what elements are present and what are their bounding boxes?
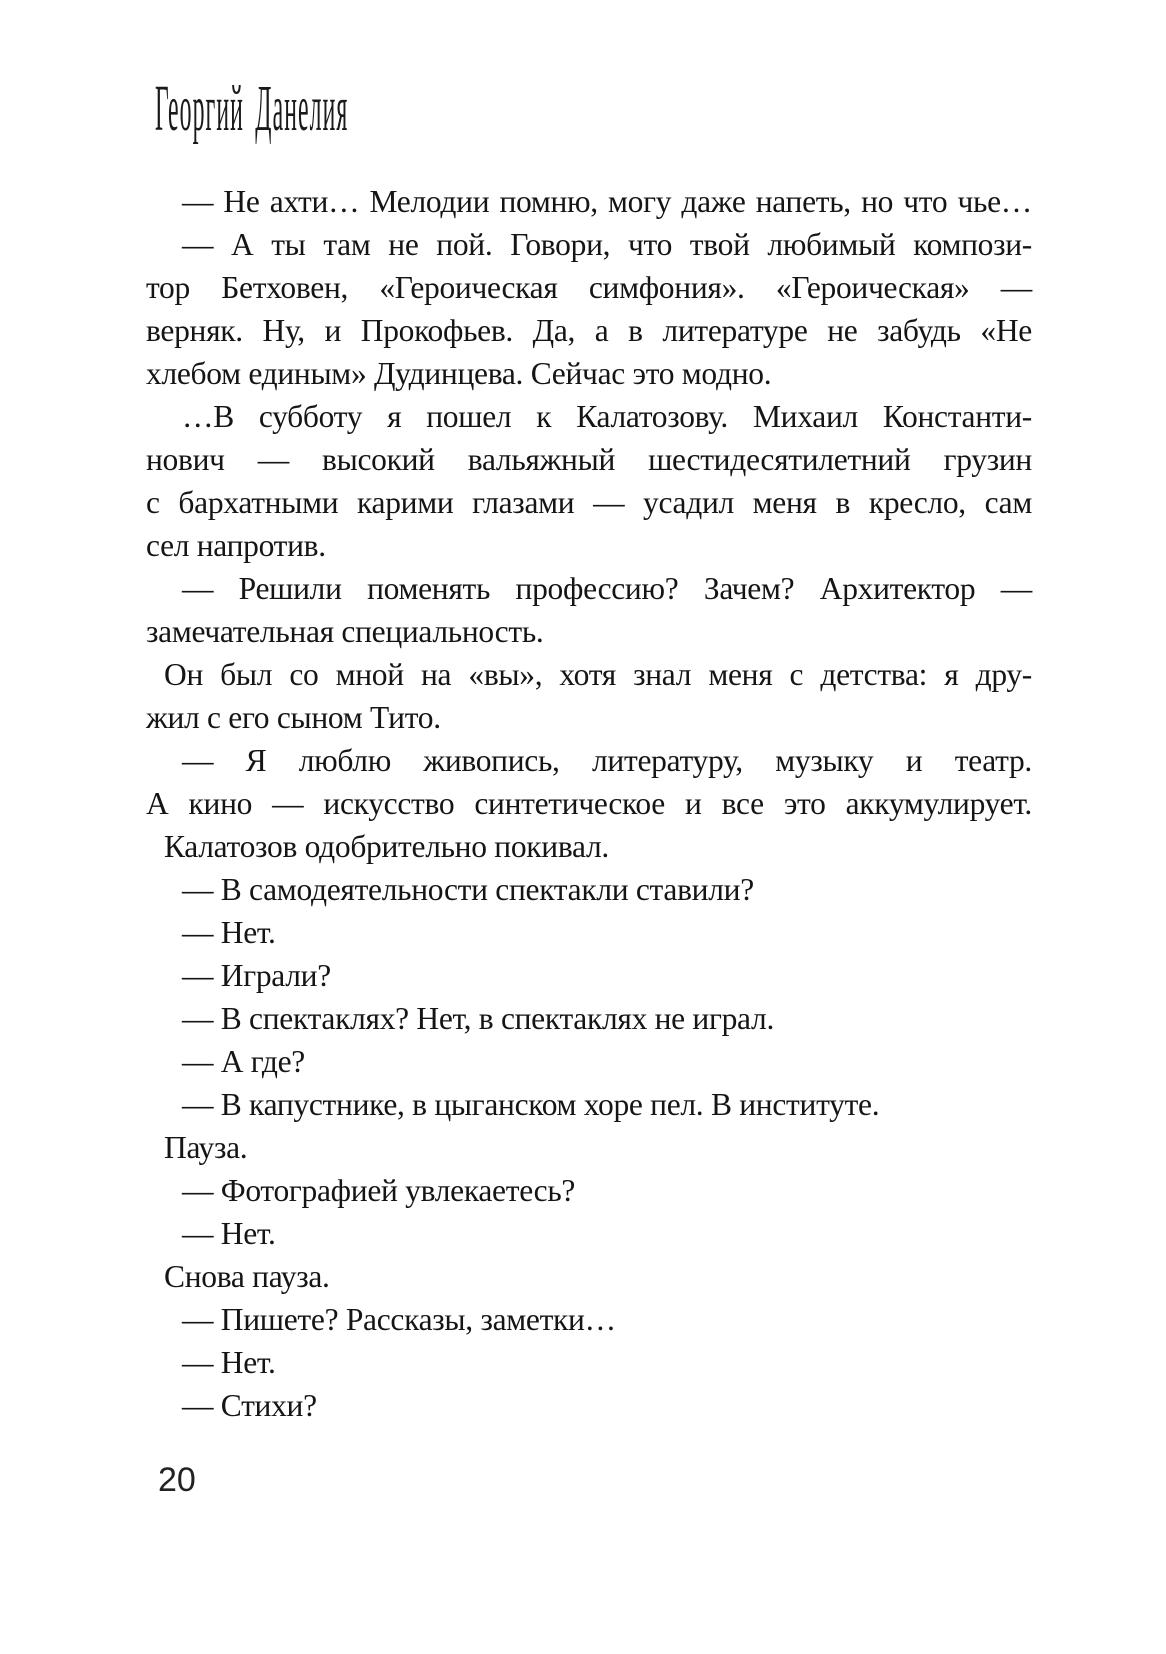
text-line: — Нет. bbox=[182, 1216, 276, 1251]
text-line: замечательная специальность. bbox=[146, 614, 544, 649]
text-line: — В спектаклях? Нет, в спектаклях не играл. bbox=[182, 1001, 775, 1036]
body-text bbox=[146, 180, 1032, 1427]
text-line: тор Бетховен, «Героическая симфония». «Героическая» — bbox=[146, 270, 1032, 305]
text-line: нович — высокий вальяжный шестидесятилетний грузин bbox=[146, 442, 1032, 477]
text-line: Он был со мной на «вы», хотя знал меня с детства: я дру- bbox=[164, 657, 1032, 692]
text-line: хлебом единым» Дудинцева. Сейчас это модно. bbox=[146, 356, 772, 391]
text-line: — В самодеятельности спектакли ставили? bbox=[182, 872, 754, 907]
text-line: Снова пауза. bbox=[164, 1259, 330, 1294]
text-line: — А где? bbox=[182, 1044, 305, 1079]
text-line: — Нет. bbox=[182, 915, 276, 950]
text-line: сел напротив. bbox=[146, 528, 326, 563]
text-line: — Пишете? Рассказы, заметки… bbox=[182, 1302, 616, 1337]
running-header: Георгий Данелия bbox=[155, 72, 349, 145]
text-line: — Стихи? bbox=[182, 1388, 317, 1423]
text-line: А кино — искусство синтетическое и все это аккумулирует. bbox=[146, 786, 1032, 821]
text-line: …В субботу я пошел к Калатозову. Михаил Константи- bbox=[182, 399, 1032, 434]
text-line: жил с его сыном Тито. bbox=[146, 700, 441, 735]
text-line: — Я люблю живопись, литературу, музыку и театр. bbox=[182, 743, 1032, 778]
text-line: с бархатными карими глазами — усадил меня в кресло, сам bbox=[146, 485, 1032, 520]
page-number: 20 bbox=[158, 1461, 196, 1499]
text-line: Калатозов одобрительно покивал. bbox=[164, 829, 609, 864]
text-line: Пауза. bbox=[164, 1130, 248, 1165]
text-line: — Не ахти… Мелодии помню, могу даже напеть, но что чье… bbox=[182, 184, 1032, 219]
text-line: — В капустнике, в цыганском хоре пел. В институте. bbox=[182, 1087, 880, 1122]
text-line: верняк. Ну, и Прокофьев. Да, а в литературе не забудь «Не bbox=[146, 313, 1032, 348]
text-line: — Решили поменять профессию? Зачем? Архитектор — bbox=[182, 571, 1032, 606]
text-line: — А ты там не пой. Говори, что твой любимый компози- bbox=[182, 227, 1032, 262]
text-line: — Играли? bbox=[182, 958, 331, 993]
text-line: — Нет. bbox=[182, 1345, 276, 1380]
text-line: — Фотографией увлекаетесь? bbox=[182, 1173, 576, 1208]
